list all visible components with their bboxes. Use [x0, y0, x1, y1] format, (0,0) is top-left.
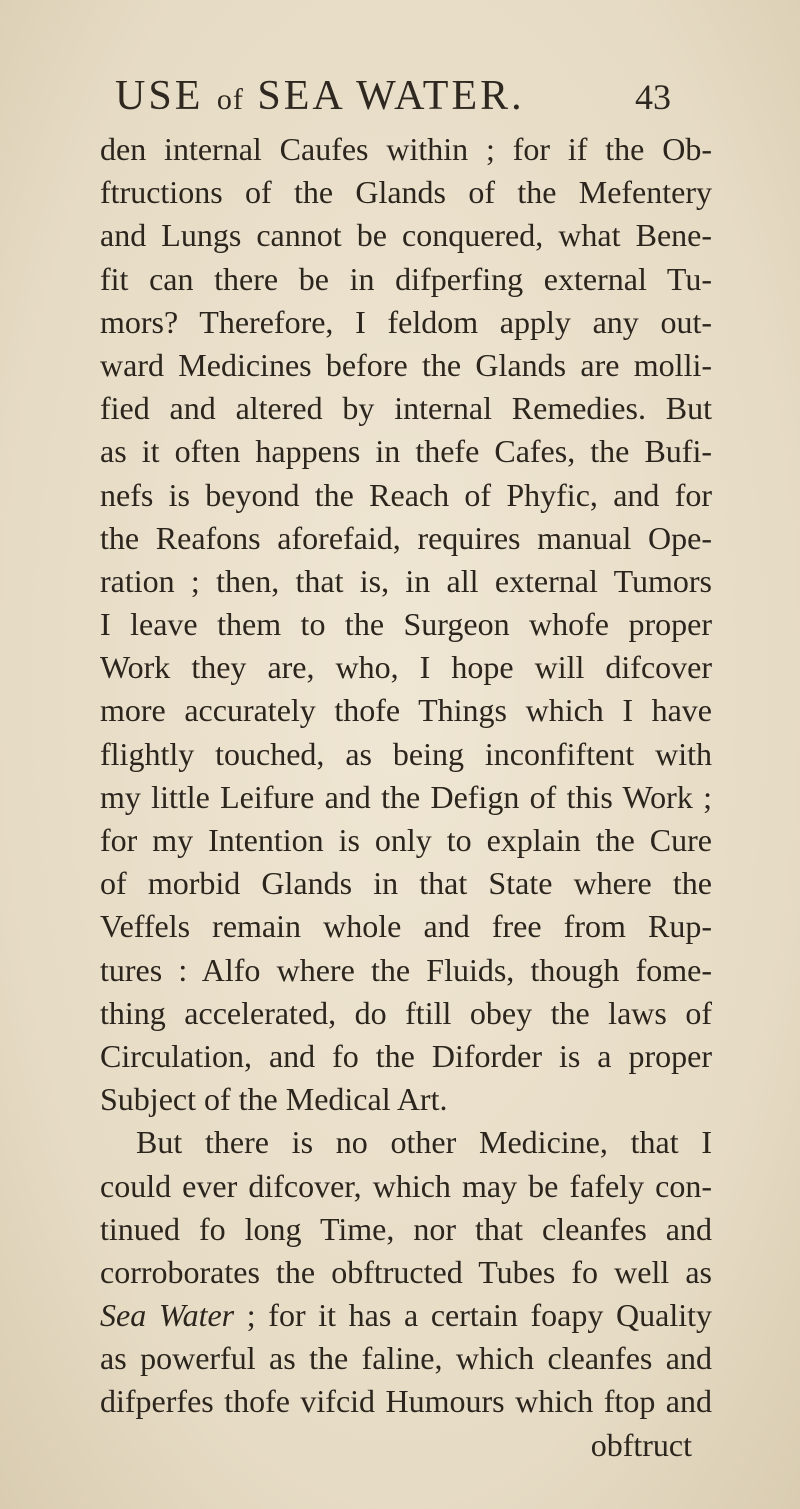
text-line: the Reafons aforefaid, requires manual Ope-: [100, 519, 712, 556]
text-line: more accurately thofe Things which I have: [100, 692, 712, 729]
page-number: 43: [635, 77, 671, 117]
running-title: [115, 72, 525, 120]
title-of: of: [216, 83, 244, 116]
text-line: Subject of the Medical Art.: [100, 1081, 448, 1118]
text-line-italic: [100, 1294, 712, 1337]
text-line: my little Leifure and the Defign of this Work ;: [100, 778, 712, 815]
text-line: of morbid Glands in that State where the: [100, 865, 712, 902]
text-line: I leave them to the Surgeon whofe proper: [100, 606, 712, 643]
text-line: fied and altered by internal Remedies. But: [100, 390, 712, 427]
text-line: for my Intention is only to explain the Cure: [100, 822, 712, 858]
title-sea-water: SEA WATER.: [257, 73, 525, 119]
text-line: as it often happens in thefe Cafes, the Bufi-: [100, 433, 712, 470]
italic-sea-water: Sea Water: [100, 1297, 235, 1334]
text-line: ward Medicines before the Glands are molli-: [100, 346, 712, 383]
text-line: But there is no other Medicine, that I: [136, 1124, 712, 1161]
text-line: ration ; then, that is, in all external Tumors: [100, 562, 712, 599]
text-line: Circulation, and fo the Diforder is a proper: [100, 1037, 712, 1074]
text-line: fit can there be in difperfing external Tu-: [100, 260, 712, 297]
text-line: Veffels remain whole and free from Rup-: [100, 908, 712, 945]
catchword: obftruct: [590, 1426, 692, 1463]
body-text: [100, 128, 712, 1467]
text-line: tinued fo long Time, nor that cleanfes and: [100, 1210, 712, 1247]
text-line: and Lungs cannot be conquered, what Bene-: [100, 217, 712, 254]
text-line: nefs is beyond the Reach of Phyfic, and for: [100, 476, 712, 513]
text-line: ftructions of the Glands of the Mefentery: [100, 174, 712, 211]
text-line: Work they are, who, I hope will difcover: [100, 649, 712, 686]
text-line: den internal Caufes within ; for if the Ob-: [100, 131, 712, 167]
text-line: difperfes thofe vifcid Humours which ftop and: [100, 1383, 712, 1420]
text-line: tures : Alfo where the Fluids, though fome-: [100, 951, 712, 988]
text-line: corroborates the obftructed Tubes fo well as: [100, 1253, 712, 1290]
running-head: [115, 72, 675, 122]
title-use: USE: [115, 73, 204, 119]
italic-line-rest: ; for it has a certain foapy Quality: [234, 1297, 712, 1334]
text-line: as powerful as the faline, which cleanfes and: [100, 1340, 712, 1377]
text-line: thing accelerated, do ftill obey the laws of: [100, 994, 712, 1031]
text-line: mors? Therefore, I feldom apply any out-: [100, 303, 712, 340]
text-line: flightly touched, as being inconfiftent with: [100, 735, 712, 772]
text-line: could ever difcover, which may be fafely con-: [100, 1167, 712, 1204]
